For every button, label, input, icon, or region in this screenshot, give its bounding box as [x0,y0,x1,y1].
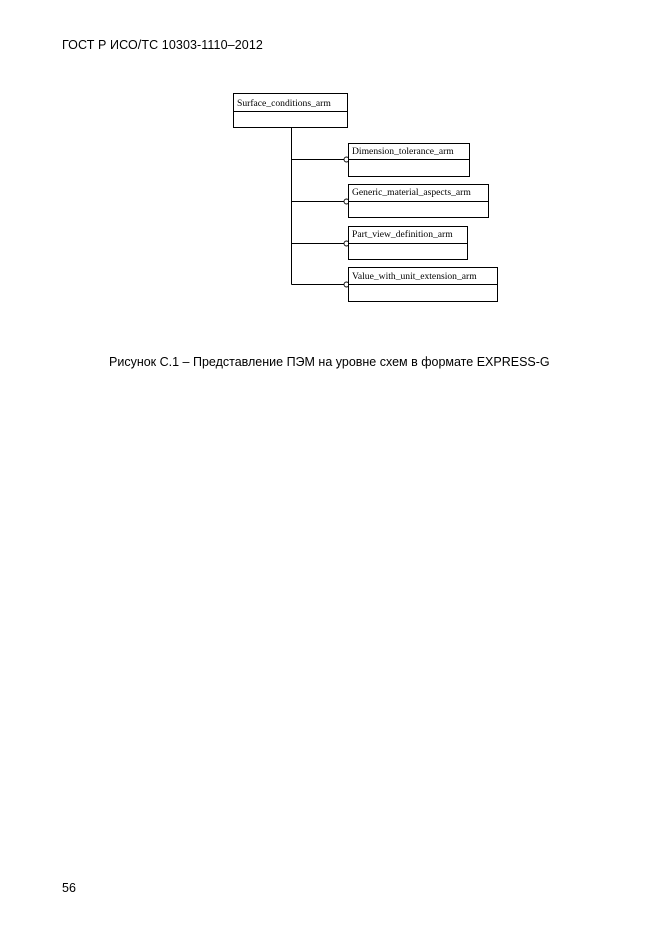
schema-label: Part_view_definition_arm [352,229,453,240]
schema-box-child [349,227,468,260]
schema-box-root [234,94,348,128]
page-number: 56 [62,881,76,895]
schema-label: Generic_material_aspects_arm [352,187,471,198]
schema-box-child [349,185,489,218]
figure-caption: Рисунок С.1 – Представление ПЭМ на уровне схем в формате EXPRESS-G [109,355,550,369]
schema-box-child [349,144,470,177]
schema-label-root: Surface_conditions_arm [237,98,331,109]
schema-box-child [349,268,498,302]
schema-label: Value_with_unit_extension_arm [352,271,477,282]
schema-label: Dimension_tolerance_arm [352,146,454,157]
document-header: ГОСТ Р ИСО/ТС 10303-1110–2012 [62,38,263,52]
